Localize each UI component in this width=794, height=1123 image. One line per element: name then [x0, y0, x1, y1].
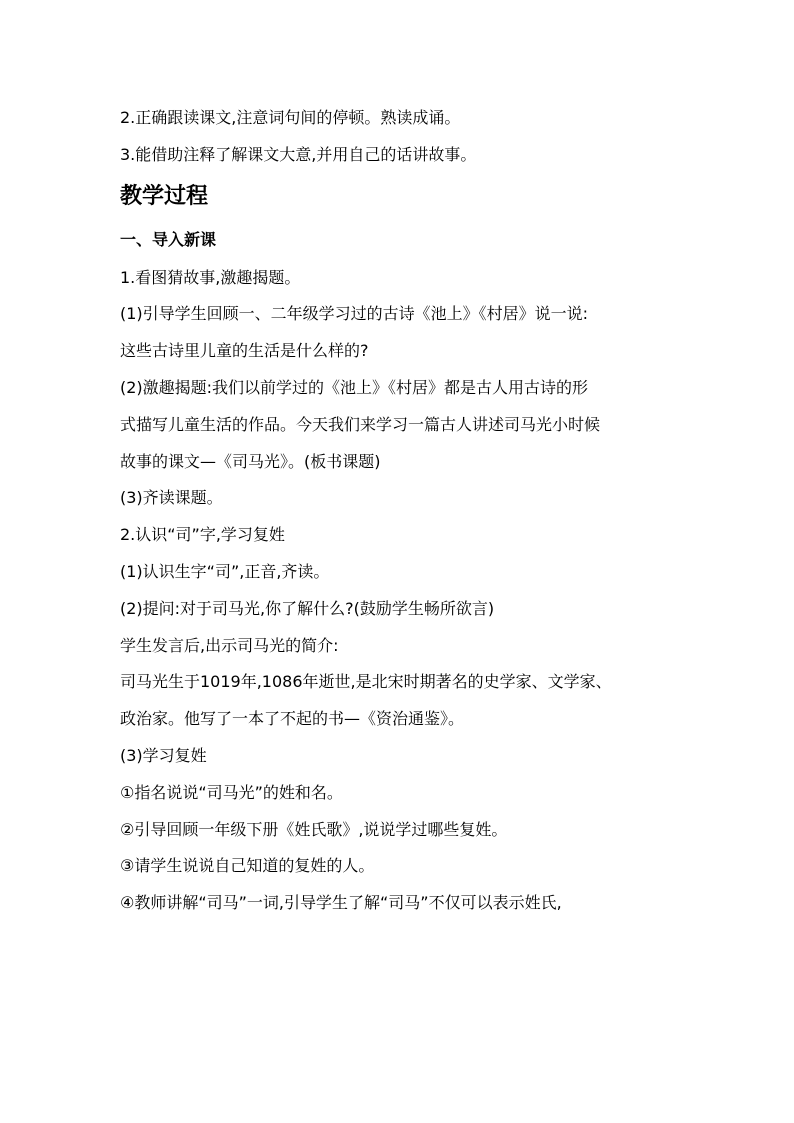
body-line: ③请学生说说自己知道的复姓的人。 — [120, 856, 375, 876]
objective-line-3: 3.能借助注释了解课文大意,并用自己的话讲故事。 — [120, 144, 477, 164]
objective-line-2: 2.正确跟读课文,注意词句间的停顿。熟读成诵。 — [120, 108, 461, 127]
body-line: ④教师讲解“司马”一词,引导学生了解“司马”不仅可以表示姓氏, — [120, 893, 562, 913]
body-line: 学生发言后,出示司马光的简介: — [120, 635, 339, 655]
body-line: (1)引导学生回顾一、二年级学习过的古诗《池上》《村居》说一说: — [120, 304, 589, 324]
body-line: (2)激趣揭题:我们以前学过的《池上》《村居》都是古人用古诗的形 — [120, 377, 589, 397]
body-line: (3)学习复姓 — [120, 745, 207, 765]
body-line: (3)齐读课题。 — [120, 488, 223, 508]
body-line: 2.认识“司”字,学习复姓 — [120, 525, 285, 545]
body-line: 式描写儿童生活的作品。今天我们来学习一篇古人讲述司马光小时候 — [120, 414, 601, 434]
body-line: 这些古诗里儿童的生活是什么样的? — [120, 341, 369, 361]
body-line: 故事的课文—《司马光》。(板书课题) — [120, 451, 381, 471]
body-line: ②引导回顾一年级下册《姓氏歌》,说说学过哪些复姓。 — [120, 819, 508, 839]
subsection-title: 一、导入新课 — [120, 229, 217, 249]
document-content — [120, 100, 680, 922]
body-line: 司马光生于1019年,1086年逝世,是北宋时期著名的史学家、文学家、 — [120, 672, 612, 692]
body-line: (1)认识生字“司”,正音,齐读。 — [120, 561, 330, 581]
body-line: 政治家。他写了一本了不起的书—《资治通鉴》。 — [120, 709, 465, 729]
body-line: (2)提问:对于司马光,你了解什么?(鼓励学生畅所欲言) — [120, 598, 495, 618]
body-line: 1.看图猜故事,激趣揭题。 — [120, 267, 301, 287]
section-title: 教学过程 — [120, 183, 209, 209]
body-line: ①指名说说“司马光”的姓和名。 — [120, 782, 343, 802]
